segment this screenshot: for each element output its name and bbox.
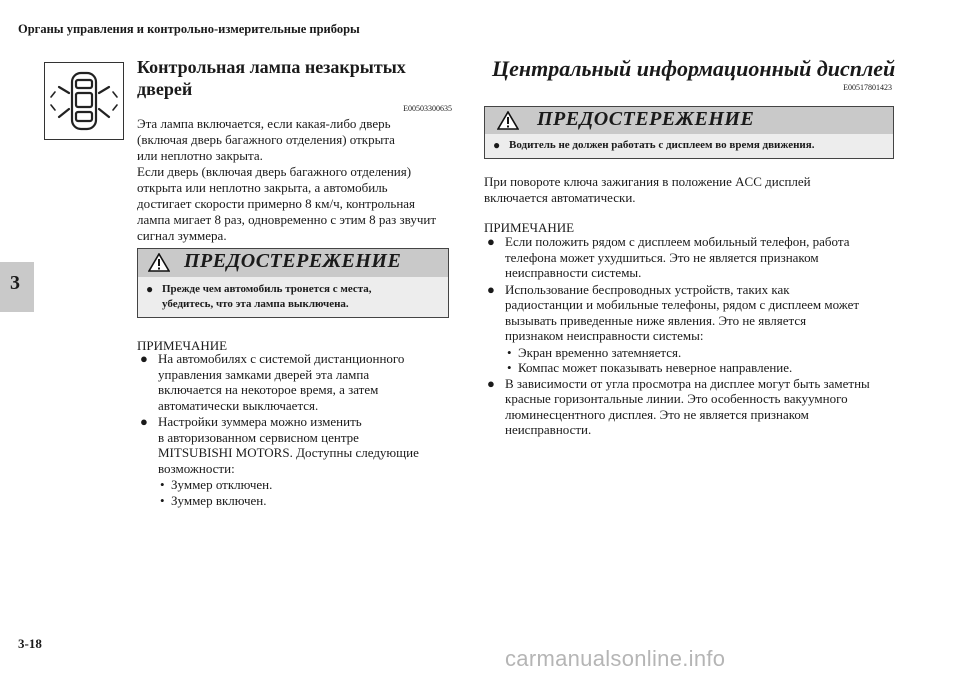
sub-list-item: • Зуммер отключен. [160,477,273,492]
sub-list-item: • Экран временно затемняется. [507,344,682,360]
sub-list-item: • Зуммер включен. [160,492,267,508]
section-code: E00517801423 [843,83,892,92]
note-label: ПРИМЕЧАНИЕ [137,338,228,353]
warning-title: ПРЕДОСТЕРЕЖЕНИЕ [184,250,402,272]
bullet: ● [493,138,501,152]
section-code: E00503300635 [403,104,452,113]
warning-header [138,249,448,277]
note-label: ПРИМЕЧАНИЕ [484,220,575,235]
section-title-info-display: Центральный информационный дисплей [492,56,896,81]
list-item: ● Использование беспроводных устройств, таких как радиостанции и мобильные телефоны, рядом с дисплеем может вызывать приведенные ниже явления. Это не является признаком неисправности системы: [487,281,860,343]
chapter-number: 3 [10,272,20,294]
list-item: ● На автомобилях с системой дистанционного управления замками дверей эта лампа включается на некоторое время, а затем автоматически выключается. [140,351,405,413]
bullet: ● [146,282,154,296]
note-list [137,351,449,508]
section-body-door-lamp: Эта лампа включается, если какая-либо дверь (включая дверь багажного отделения) открыта или неплотно закрыта. Если дверь (включая дверь багажного отделения) открыта или неплотно закрыта, а автомобиль достигает скорости примерно 8 км/ч, контрольная лампа мигает 8 раз, одновременно с этим 8 раз звучит сигнал зуммера. [137,116,436,243]
warning-title: ПРЕДОСТЕРЕЖЕНИЕ [537,108,755,130]
section-title-door-lamp: Контрольная лампа незакрытых дверей [137,57,406,99]
door-ajar-warning-icon [44,62,124,140]
warning-header [485,107,893,134]
warning-triangle-icon [497,111,519,130]
warning-box [484,106,894,159]
section-body-info-display: При повороте ключа зажигания в положение ACC дисплей включается автоматически. [484,174,811,205]
warning-item: ● Прежде чем автомобиль тронется с места, убедитесь, что эта лампа выключена. [146,282,372,310]
warning-triangle-icon [148,253,170,272]
sub-list-item: • Компас может показывать неверное направление. [507,360,793,375]
warning-box [137,248,449,318]
warning-item: ● Водитель не должен работать с дисплеем во время движения. [493,138,815,152]
list-item: ● В зависимости от угла просмотра на дисплее могут быть заметны красные горизонтальные линии. Это особенность вакуумного люминесцентного дисплея. Это не является признаком неисправности. [487,375,870,437]
note-list [484,234,894,439]
watermark: carmanualsonline.info [505,646,726,671]
list-item: ● Настройки зуммера можно изменить в авторизованном сервисном центре MITSUBISHI MOTORS. Доступны следующие возможности: [140,414,419,476]
running-header: Органы управления и контрольно-измерительные приборы [18,22,360,36]
list-item: ● Если положить рядом с дисплеем мобильный телефон, работа телефона может ухудшиться. Это не является признаком неисправности системы. [487,234,850,280]
page-number: 3-18 [18,636,42,651]
